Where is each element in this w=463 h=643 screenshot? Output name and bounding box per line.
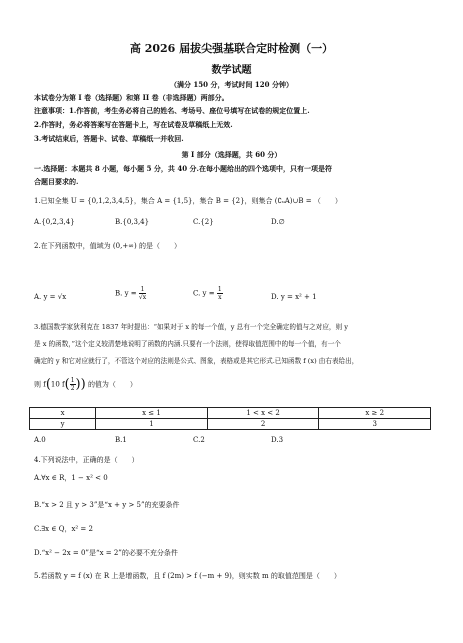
q1-option-b: B.{0,3,4}	[115, 218, 150, 226]
q2-option-a: A. y = √x	[34, 293, 67, 301]
q3-option-a: A.0	[34, 436, 46, 444]
q2-option-b	[115, 286, 146, 301]
q2-option-c-numerator: 1	[217, 286, 222, 293]
intro-notice: 注意事项：1.作答前，考生务必将自己的姓名、考场号、座位号填写在试卷的规定位置上.	[34, 106, 310, 115]
intro-line1: 本试卷分为第 I 卷（选择题）和第 II 卷（非选择题）两部分。	[34, 93, 229, 102]
table-row	[30, 419, 431, 430]
q3-option-c: C.2	[193, 436, 205, 444]
table-cell: 2	[207, 419, 319, 430]
q3-line2: 是 x 的函数，”这个定义较清楚地说明了函数的内涵.只要有一个法则，使得取值范围中的每一个值，有一个	[34, 340, 341, 348]
q1-option-a: A.{0,2,3,4}	[34, 218, 75, 226]
table-cell: 1 < x < 2	[207, 408, 319, 419]
function-table	[29, 407, 431, 430]
q3-paren-inner-close: )	[75, 377, 81, 392]
q3-ask-prefix: 则 f	[34, 380, 46, 389]
section-instruction-1: 一.选择题：本题共 8 小题，每小题 5 分，共 40 分.在每小题给出的四个选项中，只有一项是符	[34, 164, 332, 173]
intro-line3: 3.考试结束后，答题卡、试卷、草稿纸一并收回.	[34, 134, 184, 143]
q3-paren-inner-open: (	[64, 377, 70, 392]
subject-title: 数学试题	[211, 65, 252, 76]
q2-stem: 2.在下列函数中，值域为 (0,+∞) 的是（ ）	[34, 242, 181, 250]
exam-meta: （满分 150 分，考试时间 120 分钟）	[170, 80, 293, 89]
q2-option-b-prefix: B. y =	[115, 289, 137, 298]
q2-option-b-fraction	[139, 286, 146, 301]
q3-half-denominator: 2	[70, 385, 75, 392]
table-cell: x	[30, 408, 96, 419]
q4-option-c: C.∃x ∈ Q，x² = 2	[34, 525, 93, 533]
q3-ask-inner: 10 f	[50, 380, 65, 389]
q4-stem: 4.下列说法中，正确的是（ ）	[34, 456, 139, 464]
section-instruction-2: 合题目要求的.	[34, 177, 79, 186]
table-cell: y	[30, 419, 96, 430]
table-cell: x ≥ 2	[319, 408, 431, 419]
q3-option-b: B.1	[115, 436, 127, 444]
q3-line3: 确定的 y 和它对应就行了，不管这个对应的法则是公式、图象，表格或是其它形式.已知函数 f (x) 由右表给出，	[34, 357, 359, 365]
q3-paren-close: )	[80, 377, 86, 392]
table-cell: 1	[96, 419, 208, 430]
q1-stem: 1.已知全集 U = {0,1,2,3,4,5}，集合 A = {1,5}，集合 B = {2}，则集合 (∁ᵤA)∪B = （ ）	[34, 197, 342, 205]
q3-ask	[34, 377, 137, 392]
q3-paren-open: (	[45, 377, 51, 392]
table-cell: 3	[319, 419, 431, 430]
q5-stem: 5.若函数 y = f (x) 在 R 上是增函数，且 f (2m) > f (−m + 9)，则实数 m 的取值范围是（ ）	[34, 572, 341, 580]
q1-option-d: D.∅	[271, 218, 285, 226]
q1-option-c: C.{2}	[193, 218, 214, 226]
q3-line1: 3.德国数学家狄利克在 1837 年时提出：“如果对于 x 的每一个值，y 总有一个完全确定的值与之对应，则 y	[34, 323, 348, 331]
q3-option-d: D.3	[271, 436, 284, 444]
q2-option-c-denominator: x	[218, 294, 222, 301]
q4-option-d: D.“x² − 2x = 0”是“x = 2”的必要不充分条件	[34, 549, 178, 557]
intro-line2: 2.作答时，务必将答案写在答题卡上，写在试卷及草稿纸上无效.	[34, 120, 233, 129]
table-cell: x ≤ 1	[96, 408, 208, 419]
q2-option-b-denominator: √x	[138, 294, 147, 301]
part1-heading: 第 I 部分（选择题，共 60 分）	[181, 150, 282, 159]
q2-option-d: D. y = x² + 1	[271, 293, 317, 301]
q4-option-b: B.“x > 2 且 y > 3”是“x + y > 5”的充要条件	[34, 501, 180, 509]
q2-option-b-numerator: 1	[140, 286, 145, 293]
q2-option-c-fraction	[217, 286, 223, 301]
exam-title: 高 2026 届拔尖强基联合定时检测（一）	[129, 42, 334, 55]
q3-half-numerator: 1	[70, 377, 75, 384]
q2-option-c	[193, 286, 223, 301]
q2-option-c-prefix: C. y =	[193, 289, 215, 298]
table-row	[30, 408, 431, 419]
q4-option-a: A.∀x ∈ R，1 − x² < 0	[34, 474, 108, 482]
q3-ask-suffix: 的值为（ ）	[87, 380, 137, 389]
